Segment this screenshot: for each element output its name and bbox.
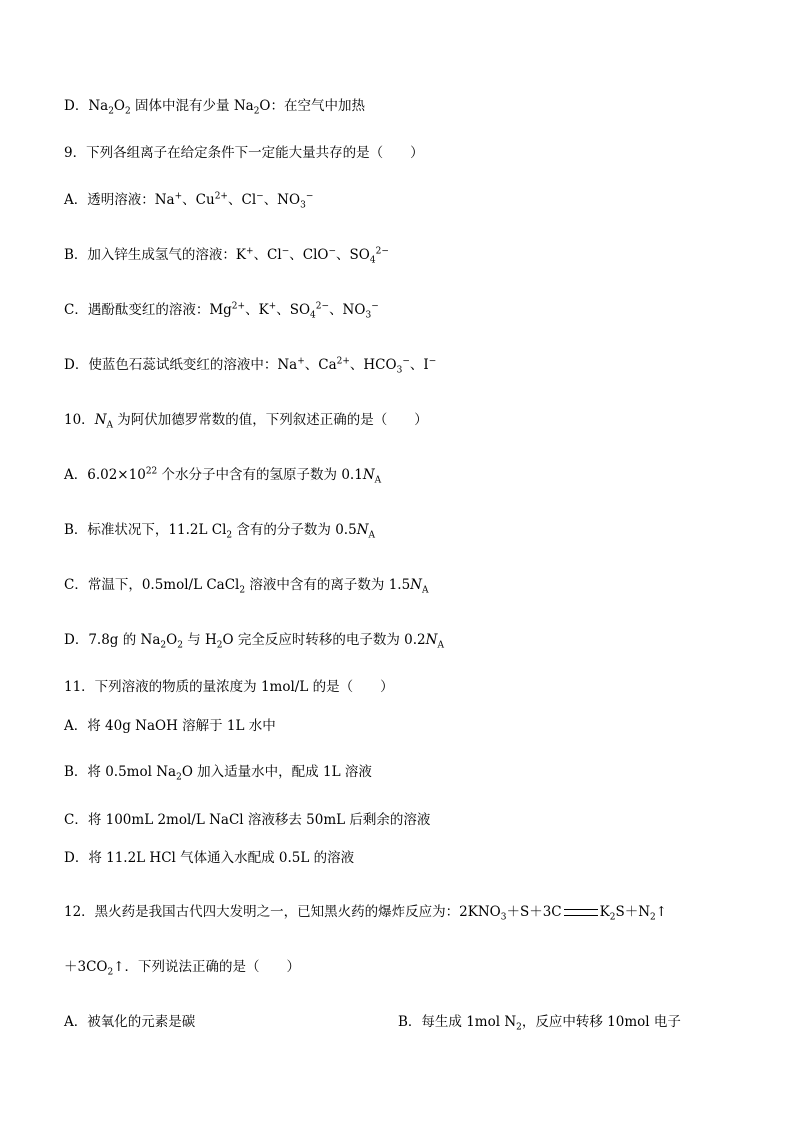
q11-stem: 11．下列溶液的物质的量浓度为 1mol/L 的是（ ） (64, 679, 394, 695)
q10-option-b: B．标准状况下，11.2L $Cl_2$ 含有的分子数为 $0.5N_A$ (64, 522, 375, 541)
q11-option-b: B．将 0.5mol $Na_2O$ 加入适量水中，配成 1L 溶液 (64, 764, 372, 783)
q9-option-a: A．透明溶液：Na+、$Cu^{2+}$、Cl−、$NO_3^-$ (64, 191, 314, 211)
q9-option-c: C．遇酚酞变红的溶液：$Mg^{2+}$、K+、$SO_4^{2-}$、$NO_3^-$ (64, 301, 379, 321)
q10-option-c: C．常温下，0.5mol/L CaCl$_2$ 溶液中含有的离子数为 $1.5N_A$ (64, 577, 429, 596)
q11-option-c: C．将 100mL 2mol/L NaCl 溶液移去 50mL 后剩余的溶液 (64, 812, 431, 828)
q12-option-b: B．每生成 1mol $N_2$，反应中转移 10mol 电子 (398, 1014, 681, 1033)
q10-option-a: A．$6.02\times 10^{22}$ 个水分子中含有的氢原子数为 $0.1N_A$ (64, 466, 382, 486)
q9-option-b: B．加入锌生成氢气的溶液：K+、Cl−、ClO−、$SO_4^{2-}$ (64, 246, 389, 266)
q9-stem: 9．下列各组离子在给定条件下一定能大量共存的是（ ） (64, 145, 424, 161)
q11-option-a: A．将 40g NaOH 溶解于 1L 水中 (64, 718, 276, 734)
q10-stem: 10．$N_A$ 为阿伏加德罗常数的值，下列叙述正确的是（ ） (64, 412, 428, 431)
q9-option-d: D．使蓝色石蕊试纸变红的溶液中：Na+、$Ca^{2+}$、$HCO_3^-$、I− (64, 356, 437, 376)
q8-option-d: D．$Na_2O_2$ 固体中混有少量 $Na_2O$：在空气中加热 (64, 98, 365, 117)
q12-stem-line1: 12．黑火药是我国古代四大发明之一，已知黑火药的爆炸反应为：$2KNO_3+S+3C$ $K_2S+N_2↑$ (64, 904, 668, 923)
q10-option-d: D．7.8g 的 $Na_2O_2$ 与 $H_2O$ 完全反应时转移的电子数为 $0.2N_A$ (64, 632, 444, 651)
q11-option-d: D．将 11.2L HCl 气体通入水配成 0.5L 的溶液 (64, 850, 355, 866)
q12-option-a: A．被氧化的元素是碳 (64, 1014, 196, 1030)
q12-stem-line2: $+3CO_2↑$．下列说法正确的是（ ） (64, 959, 301, 978)
